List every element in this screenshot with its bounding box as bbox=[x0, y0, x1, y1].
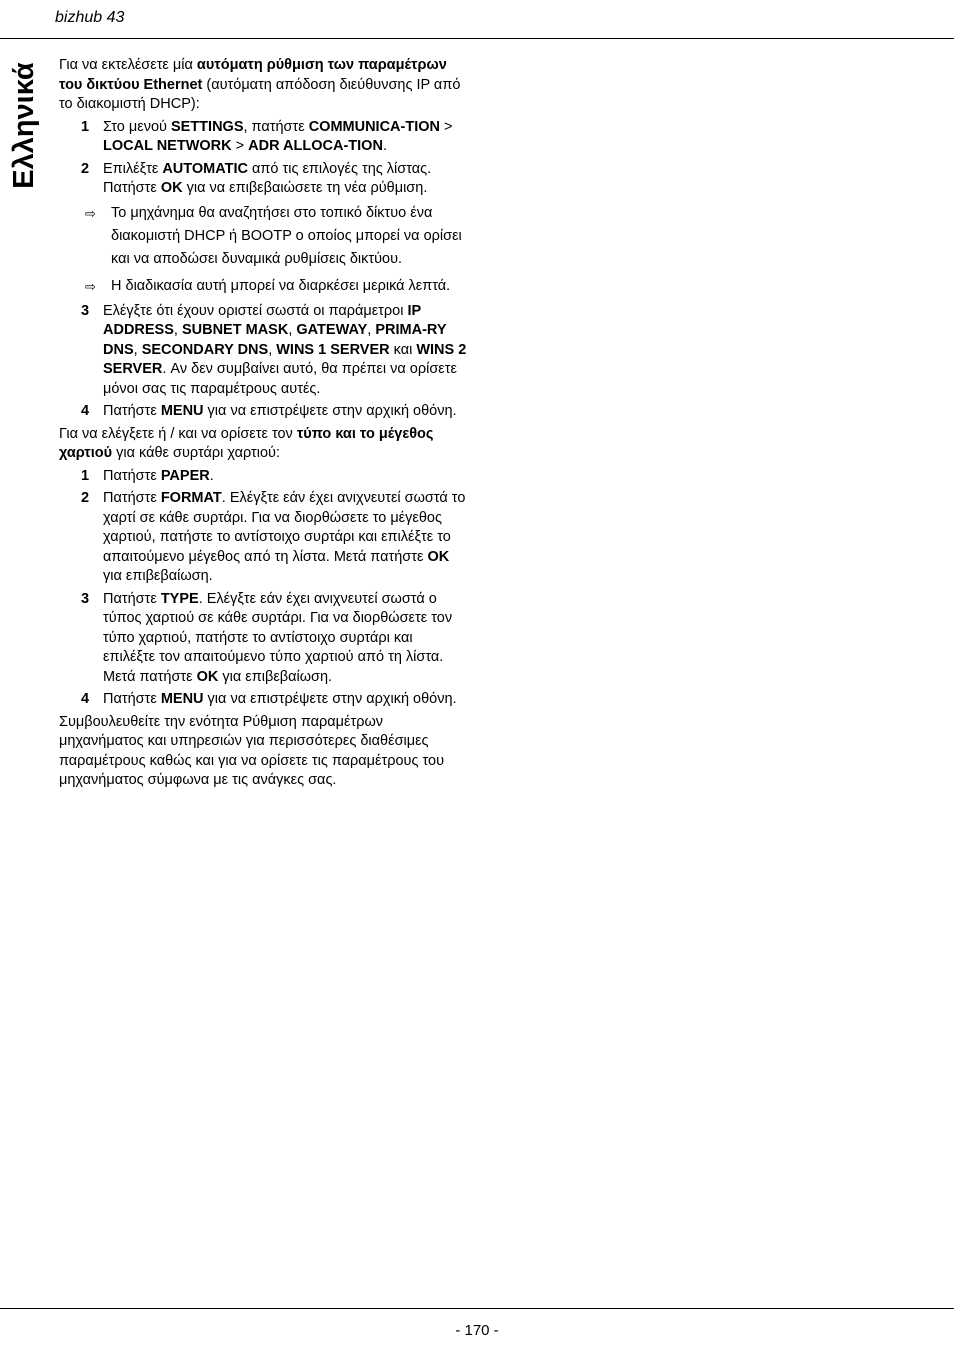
note-text: Το μηχάνημα θα αναζητήσει στο τοπικό δίκτυο ένα διακομιστή DHCP ή BOOTP ο οποίος μπορεί να ορίσει και να αποδώσει δυναμικά ρυθμίσεις δικτύου. bbox=[111, 204, 462, 267]
text-run: (αυτόματη απόδοση διεύθυνσης IP από το διακομιστή DHCP): bbox=[59, 76, 461, 112]
text-run: Πατήστε bbox=[103, 467, 161, 484]
bold-term: OK bbox=[160, 180, 183, 196]
text-run: για να επιστρέψετε στην αρχική οθόνη. bbox=[203, 691, 457, 707]
step-item bbox=[59, 467, 467, 487]
step-number: 4 bbox=[81, 691, 90, 707]
text-run: για να επιστρέψετε στην αρχική οθόνη. bbox=[203, 403, 457, 419]
section1-steps-continued bbox=[59, 302, 467, 422]
text-run: > bbox=[231, 138, 249, 154]
step-item bbox=[59, 489, 467, 587]
bold-term: OK bbox=[427, 548, 450, 565]
step-item bbox=[59, 302, 467, 400]
bold-term: SUBNET MASK bbox=[181, 322, 289, 338]
step-number: 1 bbox=[81, 467, 90, 484]
arrow-right-icon: ⇨ bbox=[85, 278, 96, 294]
section1-steps bbox=[59, 118, 467, 199]
text-run: και bbox=[389, 341, 417, 358]
main-content bbox=[59, 56, 467, 794]
step-item bbox=[59, 590, 467, 688]
bold-term: IP ADDRESS bbox=[103, 302, 421, 338]
header-title: bizhub 43 bbox=[55, 9, 125, 26]
bold-term: τύπο και το μέγεθος χαρτιού bbox=[59, 425, 434, 461]
text-run: για επιβεβαίωση. bbox=[103, 568, 213, 584]
arrow-right-icon: ⇨ bbox=[85, 205, 96, 221]
step-item bbox=[59, 690, 467, 710]
closing-paragraph: Συμβουλευθείτε την ενότητα Ρύθμιση παραμέτρων μηχανήματος και υπηρεσιών για περισσότερες διαθέσιμες παραμέτρους καθώς και για να ορίσετε τις παραμέτρους του μηχανήματος σύμφωνα με τις ανάγκες σας. bbox=[59, 713, 444, 788]
bold-term: OK bbox=[196, 668, 219, 685]
step-text bbox=[103, 467, 467, 487]
text-run: , bbox=[367, 322, 376, 338]
text-run: για κάθε συρτάρι χαρτιού: bbox=[112, 445, 280, 461]
text-run: . Ελέγξτε εάν έχει ανιχνευτεί σωστά ο τύπος χαρτιού σε κάθε συρτάρι. Για να διορθώσετε τον τύπο χαρτιού, πατήστε το αντίστοιχο συρτάρι και επιλέξτε τον απαιτούμενο τύπο χαρτιού από τη λίστα. Μετά πατήστε bbox=[103, 590, 453, 685]
bold-term: SECONDARY DNS bbox=[141, 341, 269, 358]
text-run: , πατήστε bbox=[243, 118, 309, 135]
step-text bbox=[103, 302, 467, 400]
step-item bbox=[59, 402, 467, 422]
step-text bbox=[103, 118, 467, 157]
step-text bbox=[103, 690, 467, 710]
step-text bbox=[103, 402, 467, 422]
text-run: Στο μενού bbox=[103, 118, 171, 135]
language-tab-label: Ελληνικά bbox=[7, 61, 40, 189]
text-run: > bbox=[440, 118, 453, 135]
bold-term: αυτόματη ρύθμιση των παραμέτρων του δικτύου Ethernet bbox=[59, 57, 447, 93]
text-run: , bbox=[288, 322, 297, 338]
text-run: , bbox=[133, 341, 142, 358]
text-run: , bbox=[173, 322, 182, 338]
bold-term: LOCAL NETWORK bbox=[103, 138, 232, 154]
bold-term: PAPER bbox=[160, 467, 210, 484]
bold-term: AUTOMATIC bbox=[162, 160, 248, 177]
section2-intro bbox=[59, 425, 467, 464]
section1-intro bbox=[59, 56, 467, 115]
bold-term: COMMUNICA-TION bbox=[308, 118, 440, 135]
bold-term: WINS 1 SERVER bbox=[276, 341, 390, 358]
bold-term: WINS 2 SERVER bbox=[103, 341, 467, 377]
note-text: Η διαδικασία αυτή μπορεί να διαρκέσει μερικά λεπτά. bbox=[111, 277, 451, 294]
step-number: 3 bbox=[81, 302, 90, 319]
text-run: Πατήστε bbox=[103, 691, 161, 707]
text-run: Πατήστε bbox=[103, 403, 161, 419]
step-number: 4 bbox=[81, 403, 90, 419]
language-side-tab bbox=[4, 58, 44, 192]
bold-term: GATEWAY bbox=[296, 322, 368, 338]
footer-divider bbox=[0, 1308, 954, 1309]
step-text bbox=[103, 590, 467, 688]
text-run: . bbox=[209, 467, 214, 484]
step-number: 3 bbox=[81, 590, 90, 607]
text-run: για να επιβεβαιώσετε τη νέα ρύθμιση. bbox=[182, 180, 428, 196]
text-run: Για να ελέγξετε ή / και να ορίσετε τον bbox=[59, 425, 297, 442]
bold-term: TYPE bbox=[160, 590, 199, 607]
note-item bbox=[59, 202, 467, 271]
section1-notes bbox=[59, 202, 467, 298]
note-item bbox=[59, 275, 467, 298]
bold-term: PRIMA-RY DNS bbox=[103, 322, 447, 358]
text-run: Ελέγξτε ότι έχουν οριστεί σωστά οι παράμετροι bbox=[103, 302, 408, 319]
header-divider bbox=[0, 38, 954, 39]
bold-term: MENU bbox=[160, 691, 204, 707]
step-item bbox=[59, 118, 467, 157]
step-number: 1 bbox=[81, 118, 90, 135]
text-run: Πατήστε bbox=[103, 590, 161, 607]
bold-term: SETTINGS bbox=[170, 118, 244, 135]
text-run: από τις επιλογές της λίστας. Πατήστε bbox=[103, 160, 432, 196]
bold-term: FORMAT bbox=[160, 490, 222, 506]
bold-term: MENU bbox=[160, 403, 204, 419]
page-number: - 170 - bbox=[455, 1322, 499, 1339]
text-run: . Αν δεν συμβαίνει αυτό, θα πρέπει να ορίσετε μόνοι σας τις παραμέτρους αυτές. bbox=[103, 361, 457, 397]
section2-steps bbox=[59, 467, 467, 710]
step-number: 2 bbox=[81, 490, 90, 506]
text-run: Επιλέξτε bbox=[103, 160, 163, 177]
step-item bbox=[59, 160, 467, 199]
step-text bbox=[103, 160, 467, 199]
step-text bbox=[103, 489, 467, 587]
text-run: . bbox=[382, 138, 387, 154]
text-run: . Ελέγξτε εάν έχει ανιχνευτεί σωστά το χαρτί σε κάθε συρτάρι. Για να διορθώσετε το μέγεθος χαρτιού, πατήστε το αντίστοιχο συρτάρι και επιλέξτε το απαιτούμενο μέγεθος από τη λίστα. Μετά πατήστε bbox=[103, 490, 466, 565]
text-run: Πατήστε bbox=[103, 490, 161, 506]
text-run: Για να εκτελέσετε μία bbox=[59, 57, 197, 73]
text-run: , bbox=[268, 341, 277, 358]
text-run: για επιβεβαίωση. bbox=[218, 668, 333, 685]
step-number: 2 bbox=[81, 160, 90, 177]
bold-term: ADR ALLOCA-TION bbox=[248, 138, 383, 154]
